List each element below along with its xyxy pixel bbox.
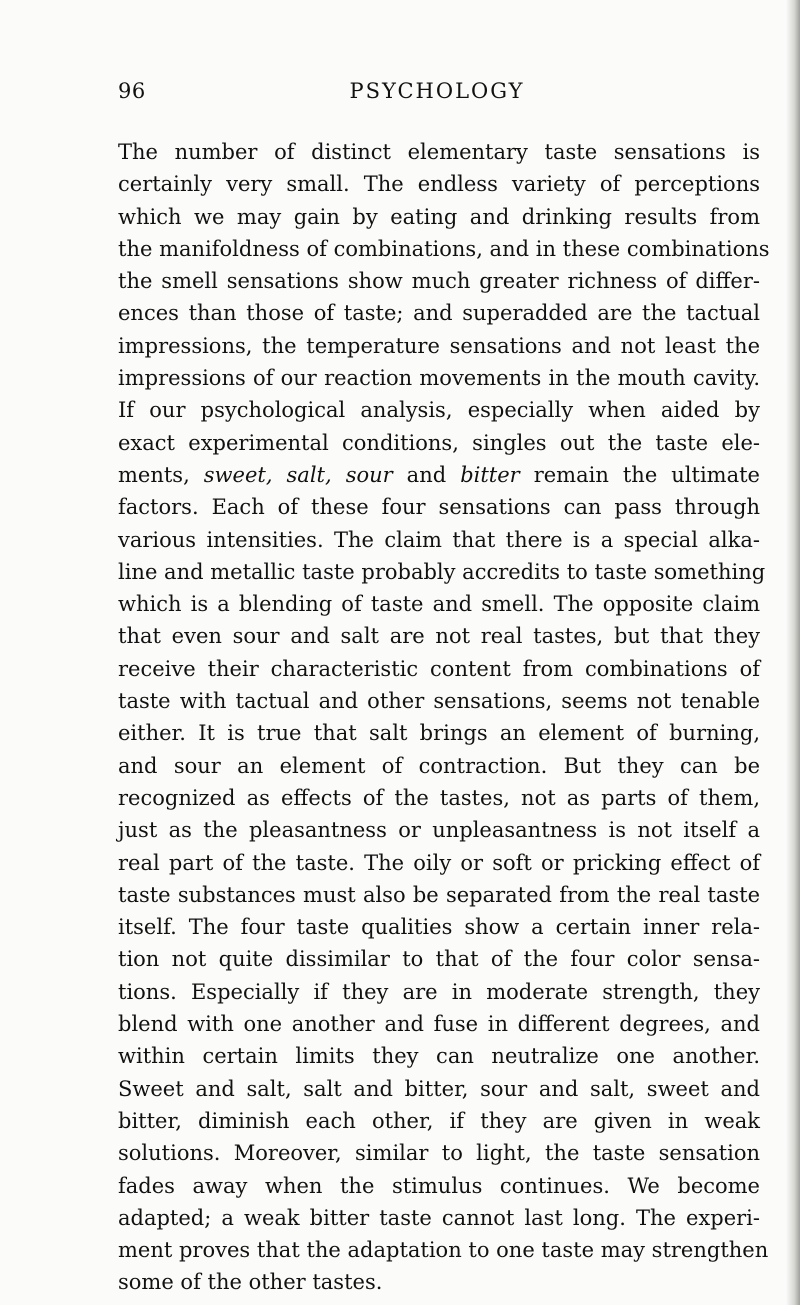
text-line: which is a blending of taste and smell. The opposite claim — [118, 592, 760, 617]
text-line: If our psychological analysis, especially when aided by — [118, 398, 760, 423]
text-line: taste with tactual and other sensations, seems not tenable — [118, 689, 760, 714]
text-line: just as the pleasantness or unpleasantness is not itself a — [118, 818, 760, 843]
text-line: the smell sensations show much greater richness of differ- — [118, 269, 760, 294]
text-line: that even sour and salt are not real tastes, but that they — [118, 624, 760, 649]
text-line: adapted; a weak bitter taste cannot last long. The experi- — [118, 1205, 760, 1230]
text-line: recognized as effects of the tastes, not as parts of them, — [118, 785, 760, 810]
text-line: and sour an element of contraction. But they can be — [118, 753, 760, 778]
text-line: factors. Each of these four sensations can pass through — [118, 495, 760, 520]
text-line: various intensities. The claim that there is a special alka- — [118, 527, 760, 552]
text-segment: remain the ultimate — [519, 462, 760, 487]
italic-term-sour: sour — [345, 462, 393, 487]
text-line-last: some of the other tastes. — [118, 1270, 383, 1295]
text-segment: ments, — [118, 462, 204, 487]
running-head — [118, 76, 756, 106]
running-title: PSYCHOLOGY — [349, 79, 525, 103]
text-line: receive their characteristic content from combinations of — [118, 656, 760, 681]
text-line: line and metallic taste probably accredits to taste something — [118, 559, 766, 584]
text-line: within certain limits they can neutralize one another. — [118, 1044, 760, 1069]
text-line: taste substances must also be separated from the real taste — [118, 882, 760, 907]
text-line: fades away when the stimulus continues. We become — [118, 1173, 760, 1198]
italic-term-sweet: sweet, — [203, 462, 273, 487]
text-line: solutions. Moreover, similar to light, the taste sensation — [118, 1141, 760, 1166]
page-number: 96 — [118, 79, 146, 103]
text-line: which we may gain by eating and drinking results from — [118, 204, 760, 229]
text-line: either. It is true that salt brings an element of burning, — [118, 721, 760, 746]
text-segment: and — [392, 462, 461, 487]
body-paragraph — [118, 136, 770, 1299]
text-line: real part of the taste. The oily or soft or pricking effect of — [118, 850, 760, 875]
text-line: tions. Especially if they are in moderate strength, they — [118, 979, 760, 1004]
text-line-with-italics — [118, 459, 760, 491]
text-line: tion not quite dissimilar to that of the four color sensa- — [118, 947, 760, 972]
text-line: Sweet and salt, salt and bitter, sour and salt, sweet and — [118, 1076, 760, 1101]
text-line: ences than those of taste; and superadded are the tactual — [118, 301, 760, 326]
text-line: exact experimental conditions, singles out the taste ele- — [118, 430, 760, 455]
italic-term-salt: salt, — [286, 462, 332, 487]
text-line: ment proves that the adaptation to one taste may strengthen — [118, 1238, 769, 1263]
text-line: impressions, the temperature sensations and not least the — [118, 333, 760, 358]
italic-term-bitter: bitter — [460, 462, 520, 487]
page-edge-shadow — [786, 0, 800, 1305]
text-line: blend with one another and fuse in different degrees, and — [118, 1012, 760, 1037]
text-line: itself. The four taste qualities show a certain inner rela- — [118, 915, 760, 940]
text-line: certainly very small. The endless variety of perceptions — [118, 172, 760, 197]
text-space — [332, 463, 346, 487]
text-line: the manifoldness of combinations, and in these combinations — [118, 236, 770, 261]
text-line: The number of distinct elementary taste sensations is — [118, 140, 760, 164]
text-line: impressions of our reaction movements in the mouth cavity. — [118, 366, 760, 391]
text-line: bitter, diminish each other, if they are given in weak — [118, 1108, 760, 1133]
text-space — [273, 463, 287, 487]
